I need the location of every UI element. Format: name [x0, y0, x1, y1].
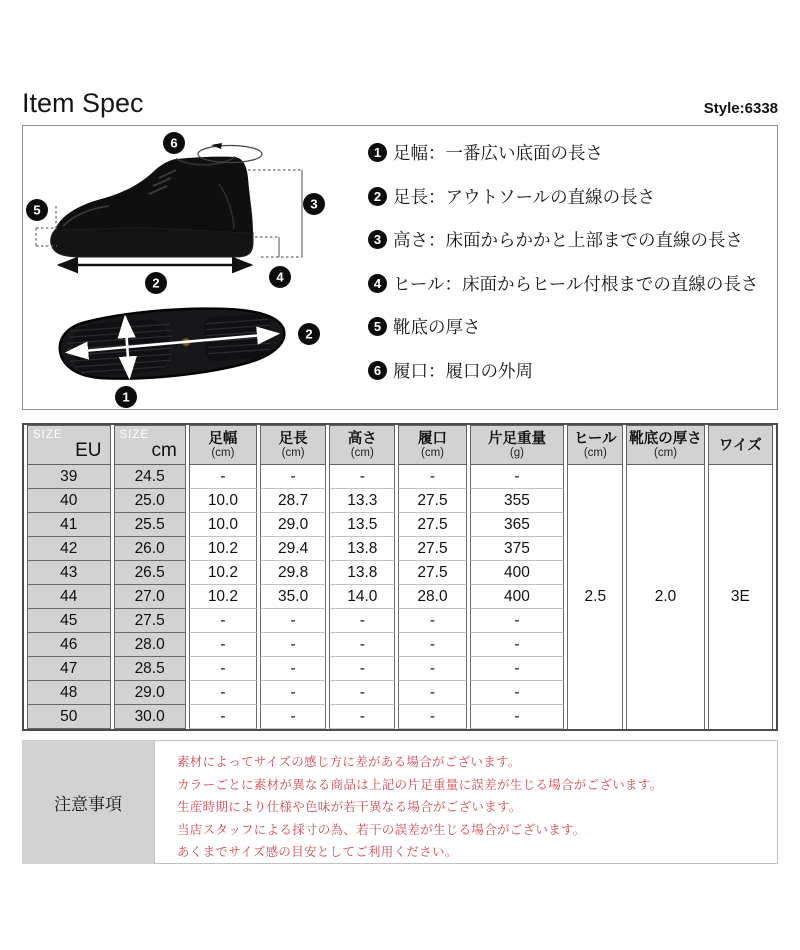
- style-code: Style:6338: [703, 100, 778, 117]
- legend-text: 履口：履口の外周: [393, 360, 533, 381]
- eu-size-cell: 42: [27, 537, 111, 561]
- measure-cell: -: [329, 657, 395, 681]
- measure-cell: 35.0: [260, 585, 326, 609]
- measure-cell: -: [260, 705, 326, 729]
- eu-size-cell: 46: [27, 633, 111, 657]
- measure-cell: 13.8: [329, 561, 395, 585]
- eu-label: EU: [75, 440, 102, 461]
- col-label: 足幅: [208, 431, 238, 447]
- badge-3: [303, 193, 325, 215]
- eu-size-cell: 45: [27, 609, 111, 633]
- col-label: 片足重量: [487, 431, 546, 447]
- legend-text: 足幅：一番広い底面の長さ: [393, 143, 603, 163]
- note-line: 当店スタッフによる採寸の為、若干の誤差が生じる場合がございます。: [177, 822, 586, 837]
- legend-item: [368, 271, 775, 296]
- measure-cell: -: [398, 681, 466, 705]
- measure-cell: -: [329, 705, 395, 729]
- header-width-grade: [708, 425, 773, 465]
- note-line: あくまでサイズ感の目安としてご利用ください。: [177, 845, 458, 859]
- col-label: ヒール: [573, 431, 617, 447]
- measure-cell: -: [260, 657, 326, 681]
- note-line: 素材によってサイズの感じ方に差がある場合がございます。: [177, 755, 521, 769]
- legend-item: [368, 314, 775, 339]
- page-title: Item Spec: [22, 88, 144, 118]
- measure-cell: 27.5: [398, 513, 466, 537]
- cm-size-cell: 24.5: [114, 465, 186, 489]
- measure-cell: 14.0: [329, 585, 395, 609]
- header-foot-length: [260, 425, 326, 465]
- badge-2-sole: [298, 323, 320, 345]
- note-line: カラーごとに素材が異なる商品は上記の片足重量に誤差が生じる場合がございます。: [177, 777, 663, 792]
- header-size-eu: [27, 425, 111, 465]
- col-unit: (g): [509, 447, 524, 459]
- measure-cell: 13.5: [329, 513, 395, 537]
- measure-cell: -: [189, 705, 257, 729]
- badge-1: [115, 386, 137, 408]
- measure-cell: 28.0: [398, 585, 466, 609]
- measure-cell: 10.2: [189, 561, 257, 585]
- col-unit: (cm): [350, 447, 374, 459]
- measure-cell: -: [329, 681, 395, 705]
- measure-cell: -: [189, 657, 257, 681]
- measure-cell: 10.0: [189, 489, 257, 513]
- badge-6-number: 6: [170, 135, 178, 151]
- header-heel: [567, 425, 623, 465]
- measure-cell: -: [260, 609, 326, 633]
- measure-cell: 355: [470, 489, 565, 513]
- col-label: ワイズ: [718, 437, 762, 454]
- header-opening: [398, 425, 466, 465]
- legend-item: [368, 358, 775, 383]
- measure-cell: 29.0: [260, 513, 326, 537]
- measure-cell: 13.3: [329, 489, 395, 513]
- header-height: [329, 425, 395, 465]
- badge-2-side: [145, 272, 167, 294]
- badge-2-sole-number: 2: [305, 326, 313, 342]
- width-grade-value-cell: 3E: [708, 465, 773, 729]
- col-label: 靴底の厚さ: [629, 431, 702, 447]
- sole-bottom-view: [58, 302, 287, 384]
- legend-badge: 1: [368, 143, 387, 162]
- measure-cell: 400: [470, 561, 565, 585]
- measure-cell: -: [329, 465, 395, 489]
- measure-cell: -: [398, 609, 466, 633]
- legend-text: 高さ：床面からかかと上部までの直線の長さ: [393, 230, 743, 251]
- measure-cell: -: [189, 633, 257, 657]
- note-line: 生産時期により仕様や色味が若干異なる場合がございます。: [177, 800, 522, 814]
- legend-list: [368, 126, 777, 409]
- legend-item: [368, 227, 775, 252]
- measure-cell: -: [470, 705, 565, 729]
- cm-size-cell: 30.0: [114, 705, 186, 729]
- cm-size-cell: 26.5: [114, 561, 186, 585]
- measure-cell: 10.0: [189, 513, 257, 537]
- cm-size-cell: 26.0: [114, 537, 186, 561]
- col-unit: (cm): [654, 447, 678, 459]
- col-unit: (cm): [583, 447, 607, 459]
- legend-badge: 4: [368, 274, 387, 293]
- side-view-shoe: [51, 157, 253, 257]
- cm-size-cell: 27.0: [114, 585, 186, 609]
- measure-cell: -: [398, 633, 466, 657]
- legend-item: [368, 140, 775, 165]
- eu-size-cell: 39: [27, 465, 111, 489]
- badge-4-number: 4: [276, 269, 284, 285]
- shoe-measurement-diagram: [23, 126, 368, 409]
- measure-cell: -: [189, 609, 257, 633]
- measure-cell: 375: [470, 537, 565, 561]
- measure-cell: -: [470, 465, 565, 489]
- badge-4: [269, 266, 291, 288]
- badge-6: [163, 132, 185, 154]
- col-label: 足長: [278, 431, 308, 447]
- badge-5-number: 5: [33, 202, 41, 218]
- legend-badge: 5: [368, 317, 387, 336]
- eu-size-cell: 40: [27, 489, 111, 513]
- col-unit: (cm): [421, 447, 444, 459]
- measure-cell: -: [470, 633, 565, 657]
- badge-3-number: 3: [310, 196, 318, 212]
- measure-cell: 27.5: [398, 561, 466, 585]
- cm-size-cell: 25.5: [114, 513, 186, 537]
- sole-thickness-value-cell: 2.0: [626, 465, 704, 729]
- measure-cell: 10.2: [189, 585, 257, 609]
- size-table-header-row: [27, 425, 773, 465]
- cm-size-cell: 29.0: [114, 681, 186, 705]
- col-unit: (cm): [281, 447, 305, 459]
- eu-size-cell: 44: [27, 585, 111, 609]
- eu-size-cell: 43: [27, 561, 111, 585]
- size-label-eu: SIZE: [33, 429, 63, 441]
- measure-cell: -: [470, 609, 565, 633]
- cm-size-cell: 25.0: [114, 489, 186, 513]
- measure-cell: -: [470, 657, 565, 681]
- measure-cell: -: [329, 633, 395, 657]
- measure-cell: 13.8: [329, 537, 395, 561]
- heel-value-cell: 2.5: [567, 465, 623, 729]
- legend-badge: 3: [368, 230, 387, 249]
- header-sole-thickness: [626, 425, 704, 465]
- header-weight: [470, 425, 565, 465]
- legend-text: 足長：アウトソールの直線の長さ: [393, 186, 656, 207]
- badge-1-number: 1: [122, 389, 130, 405]
- header-size-cm: [114, 425, 186, 465]
- measure-cell: -: [260, 681, 326, 705]
- cm-size-cell: 28.5: [114, 657, 186, 681]
- size-table: [22, 423, 778, 731]
- legend-text: ヒール：床面からヒール付根までの直線の長さ: [393, 273, 759, 294]
- height-measure-line: [248, 170, 302, 257]
- eu-size-cell: 48: [27, 681, 111, 705]
- notes-box: [22, 740, 778, 864]
- col-label: 履口: [418, 431, 447, 447]
- cm-size-cell: 28.0: [114, 633, 186, 657]
- measure-cell: 27.5: [398, 537, 466, 561]
- measure-cell: -: [398, 465, 466, 489]
- measure-cell: -: [329, 609, 395, 633]
- size-table-body: [27, 465, 773, 729]
- legend-badge: 2: [368, 187, 387, 206]
- measure-cell: 29.4: [260, 537, 326, 561]
- badge-5: [26, 199, 48, 221]
- cm-label: cm: [151, 440, 177, 461]
- measure-cell: -: [398, 657, 466, 681]
- eu-size-cell: 41: [27, 513, 111, 537]
- col-unit: (cm): [211, 447, 235, 459]
- size-label-cm: SIZE: [119, 429, 150, 441]
- notes-lines: [154, 740, 778, 864]
- measure-cell: 27.5: [398, 489, 466, 513]
- measure-cell: -: [260, 465, 326, 489]
- measure-cell: 365: [470, 513, 565, 537]
- measure-cell: 400: [470, 585, 565, 609]
- measure-cell: -: [189, 681, 257, 705]
- header-foot-width: [189, 425, 257, 465]
- spec-diagram-box: [22, 125, 778, 410]
- heel-bracket: [255, 237, 279, 257]
- measure-cell: 10.2: [189, 537, 257, 561]
- notes-label: 注意事項: [22, 740, 154, 864]
- measure-cell: 29.8: [260, 561, 326, 585]
- measure-cell: 28.7: [260, 489, 326, 513]
- eu-size-cell: 50: [27, 705, 111, 729]
- measure-cell: -: [398, 705, 466, 729]
- measure-cell: -: [189, 465, 257, 489]
- badge-2-number: 2: [152, 275, 160, 291]
- measure-cell: -: [260, 633, 326, 657]
- size-row: [27, 465, 773, 489]
- eu-size-cell: 47: [27, 657, 111, 681]
- measure-cell: -: [470, 681, 565, 705]
- page-header: [22, 88, 778, 125]
- cm-size-cell: 27.5: [114, 609, 186, 633]
- col-label: 高さ: [347, 431, 377, 447]
- legend-item: [368, 184, 775, 209]
- legend-badge: 6: [368, 361, 387, 380]
- legend-text: 靴底の厚さ: [393, 317, 481, 338]
